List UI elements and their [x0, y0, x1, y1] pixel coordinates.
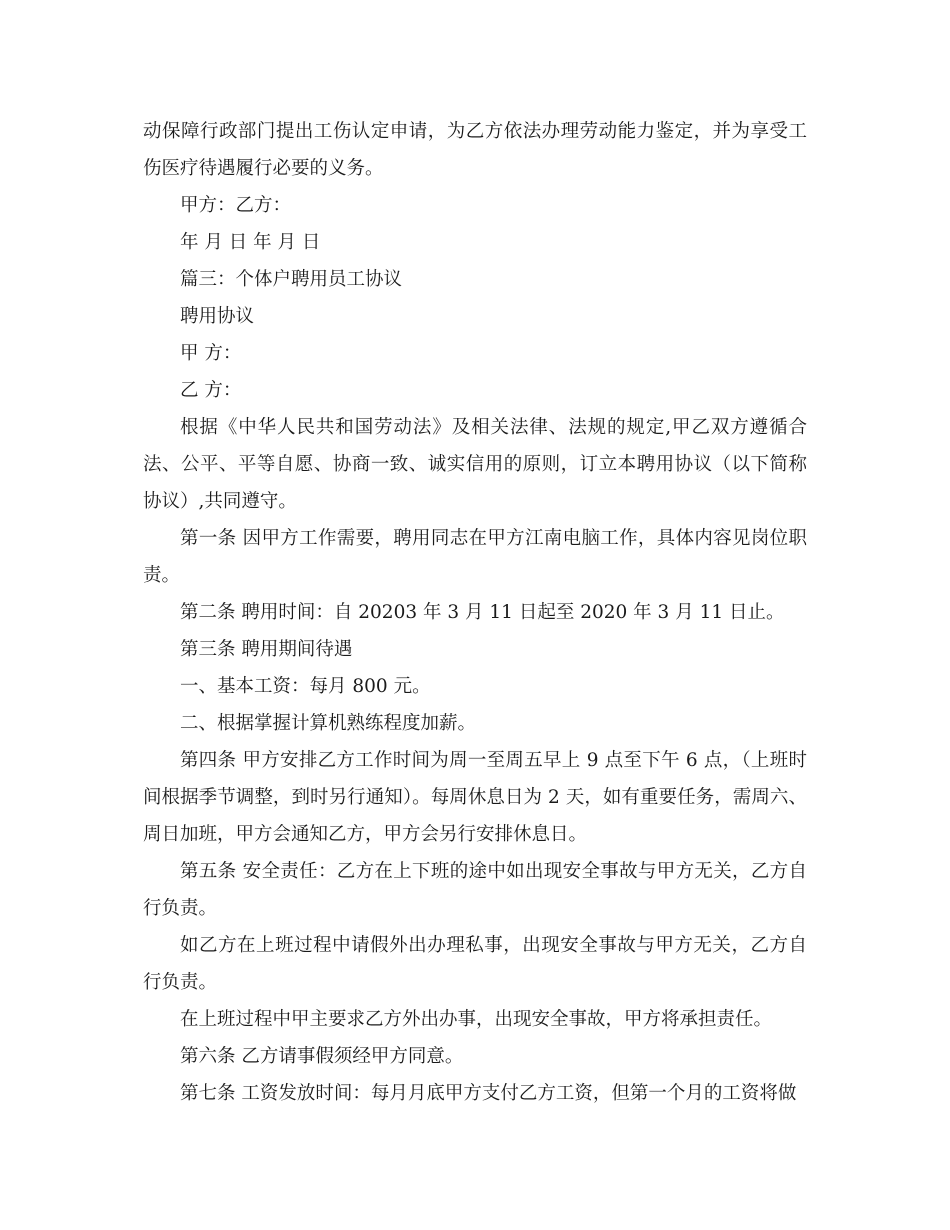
list-item: 一、基本工资：每月 800 元。: [180, 676, 431, 697]
article-5: 第五条 安全责任：乙方在上下班的途中如出现安全事故与甲方无关，乙方自行负责。: [143, 861, 807, 919]
article-4: 第四条 甲方安排乙方工作时间为周一至周五早上 9 点至下午 6 点，（上班时间根据季节调整，到时另行通知）。每周休息日为 2 天，如有重要任务，需周六、周日加班，甲方会通知乙方，甲方会另行安排休息日。: [143, 750, 807, 845]
party-a-line: 甲 方：: [180, 343, 242, 364]
agreement-title: 聘用协议: [180, 306, 255, 327]
article-6: 第六条 乙方请事假须经甲方同意。: [180, 1046, 464, 1067]
paragraph: 年 月 日 年 月 日: [180, 232, 321, 253]
section-heading: 篇三：个体户聘用员工协议: [180, 269, 403, 290]
article-3: 第三条 聘用期间待遇: [180, 639, 353, 660]
document-body: [143, 113, 807, 1112]
paragraph: 甲方：乙方：: [180, 195, 292, 216]
paragraph: 根据《中华人民共和国劳动法》及相关法律、法规的规定,甲乙双方遵循合法、公平、平等自愿、协商一致、诚实信用的原则，订立本聘用协议（以下简称协议）,共同遵守。: [143, 417, 807, 512]
article-2: 第二条 聘用时间：自 20203 年 3 月 11 日起至 2020 年 3 月 11 日止。: [180, 602, 785, 623]
party-b-line: 乙 方：: [180, 380, 242, 401]
paragraph: 在上班过程中甲主要求乙方外出办事，出现安全事故，甲方将承担责任。: [180, 1009, 773, 1030]
article-7: 第七条 工资发放时间：每月月底甲方支付乙方工资，但第一个月的工资将做: [180, 1083, 797, 1104]
list-item: 二、根据掌握计算机熟练程度加薪。: [180, 713, 477, 734]
article-1: 第一条 因甲方工作需要，聘用同志在甲方江南电脑工作，具体内容见岗位职责。: [143, 528, 807, 586]
paragraph: 如乙方在上班过程中请假外出办理私事，出现安全事故与甲方无关，乙方自行负责。: [143, 935, 807, 993]
paragraph: 动保障行政部门提出工伤认定申请，为乙方依法办理劳动能力鉴定，并为享受工伤医疗待遇履行必要的义务。: [143, 121, 807, 179]
